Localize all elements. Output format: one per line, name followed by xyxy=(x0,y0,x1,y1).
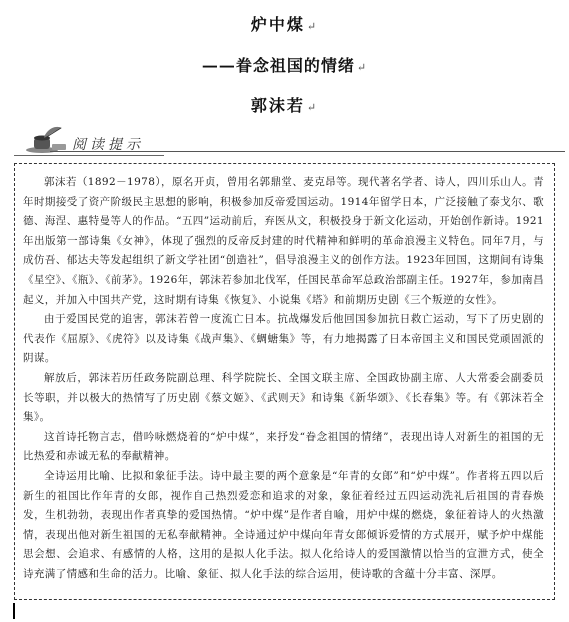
reading-tip-label: 阅读提示 xyxy=(72,137,144,153)
reading-tip-header xyxy=(10,122,565,156)
text-cursor xyxy=(13,603,15,619)
paragraph-theme: 这首诗托物言志，借吟咏燃烧着的“炉中煤”，来抒发“眷念祖国的情绪”，表现出诗人对新生的祖国的无比热爱和赤诚无私的奉献精神。 xyxy=(23,430,544,463)
poem-subtitle: ——眷念祖国的情绪 ↵ xyxy=(201,56,368,75)
paragraph-mark-icon: ↵ xyxy=(306,101,319,114)
header-rule-short xyxy=(14,155,164,156)
reading-tip-box xyxy=(14,163,555,600)
paragraph-technique: 全诗运用比喻、比拟和象征手法。诗中最主要的两个意象是“年青的女郎”和“炉中煤”。作者将五四以后新生的祖国比作年青的女郎，视作自己热烈爱恋和追求的对象，象征着经过五四运动洗礼后祖国的青春焕发，生机勃勃，表现出作者真挚的爱国热情。“炉中煤”是作者自喻，用炉中煤的燃烧，象征着诗人的火热激情，表现出他对新生祖国的无私奉献精神。全诗通过炉中煤向年青女郎倾诉爱情的方式展开，赋予炉中煤能思会想、会追求、有感情的人格，这用的是拟人化手法。拟人化给诗人的爱国激情以恰当的宣泄方式，使全诗充满了情感和生命的活力。比喻、象征、拟人化手法的综合运用，使诗歌的含蕴十分丰富、深厚。 xyxy=(23,469,544,580)
paragraph-biography: 郭沫若（1892－1978），原名开贞，曾用名郭鼎堂、麦克昂等。现代著名学者、诗人，四川乐山人。青年时期接受了资产阶级民主思想的影响，积极参加反帝爱国运动。1914年留学日本，广泛接触了泰戈尔、歌德、海涅、惠特曼等人的作品。“五四”运动前后，弃医从文，积极投身于新文化运动，开始创作新诗。1921年出版第一部诗集《女神》，体现了强烈的反帝反封建的时代精神和鲜明的革命浪漫主义特色。同年7月，与成仿吾、郁达夫等发起组织了新文学社团“创造社”，倡导浪漫主义的创作方法。1923年回国，这期间有诗集《星空》、《瓶》、《前茅》。1926年，郭沫若参加北伐军，任国民革命军总政治部副主任。1927年，参加南昌起义，并加入中国共产党，这时期有诗集《恢复》、小说集《塔》和前期历史剧《三个叛逆的女性》。 xyxy=(23,176,544,306)
poem-author: 郭沫若 ↵ xyxy=(250,96,319,115)
inkwell-quill-icon xyxy=(24,126,68,154)
paragraph-mark-icon: ↵ xyxy=(356,61,368,74)
paragraph-after-liberation: 解放后，郭沫若历任政务院副总理、科学院院长、全国文联主席、全国政协副主席、人大常委会副委员长等职，并以极大的热情写了历史剧《蔡文姬》、《武则天》和诗集《新华颂》、《长春集》等。有《郭沫若全集》。 xyxy=(23,371,544,424)
paragraph-exile: 由于爱国民党的追害，郭沫若曾一度流亡日本。抗战爆发后他回国参加抗日救亡运动，写下了历史剧的代表作《屈原》、《虎符》以及诗集《战声集》、《蜩螗集》等，有力地揭露了日本帝国主义和国民党顽固派的阴谋。 xyxy=(23,313,544,365)
poem-title: 炉中煤 ↵ xyxy=(250,15,319,34)
header-rule xyxy=(50,151,565,152)
paragraph-mark-icon: ↵ xyxy=(306,20,319,33)
